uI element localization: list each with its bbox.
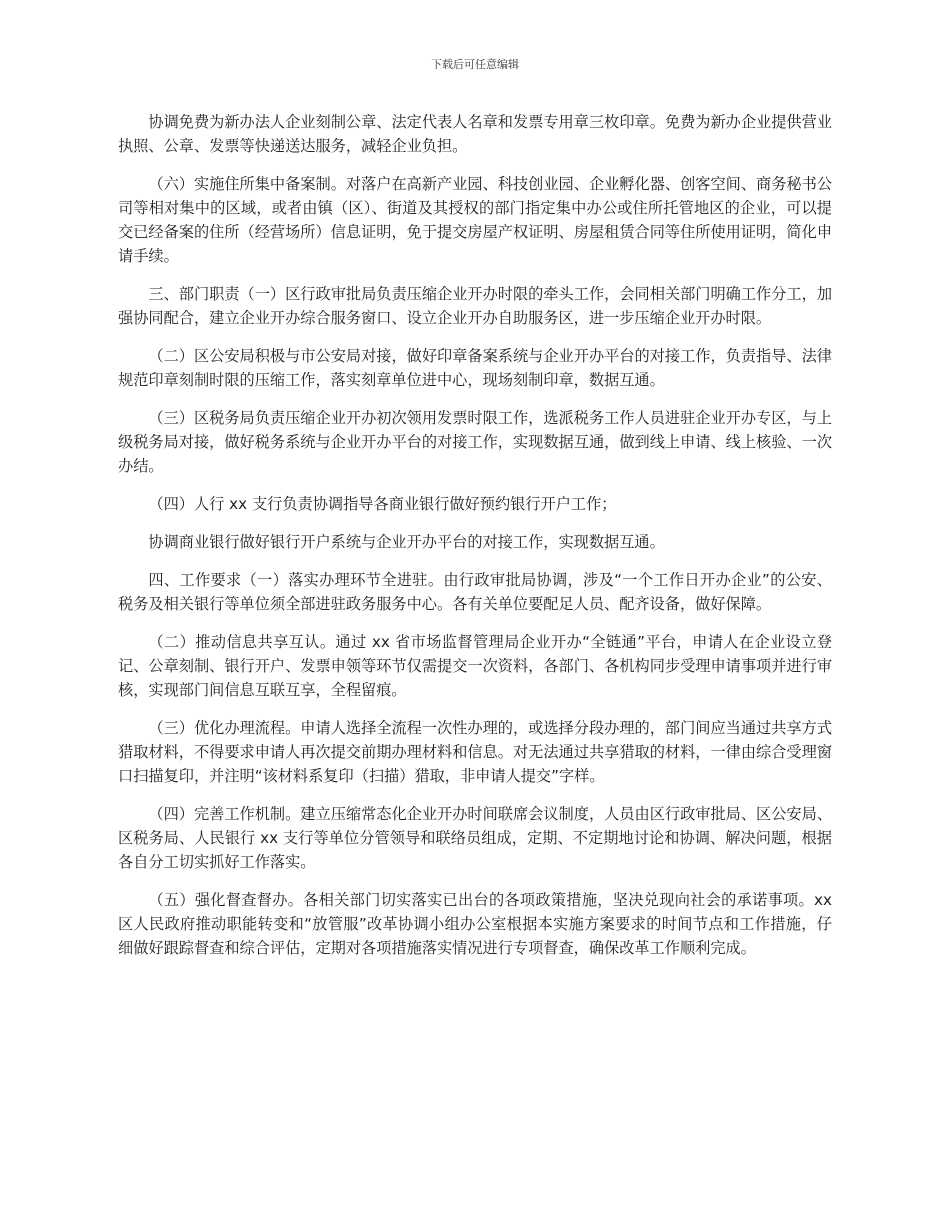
paragraph-3: 三、部门职责（一）区行政审批局负责压缩企业开办时限的牵头工作，会同相关部门明确工作分工，加强协同配合，建立企业开办综合服务窗口、设立企业开办自助服务区，进一步压缩企业开办时限。 xyxy=(118,285,832,327)
paragraph-8: 四、工作要求（一）落实办理环节全进驻。由行政审批局协调，涉及“一个工作日开办企业”的公安、税务及相关银行等单位须全部进驻政务服务中心。各有关单位要配足人员、配齐设备，做好保障。 xyxy=(118,571,832,613)
paragraph-7: 协调商业银行做好银行开户系统与企业开办平台的对接工作，实现数据互通。 xyxy=(148,533,665,551)
paragraph-2: （六）实施住所集中备案制。对落户在高新产业园、科技创业园、企业孵化器、创客空间、商务秘书公司等相对集中的区域，或者由镇（区）、街道及其授权的部门指定集中办公或住所托管地区的企业，可以提交已经备案的住所（经营场所）信息证明，免于提交房屋产权证明、房屋租赁合同等住所使用证明，简化申请手续。 xyxy=(118,175,832,265)
paragraph-9: （二）推动信息共享互认。通过 xx 省市场监督管理局企业开办“全链通”平台，申请人在企业设立登记、公章刻制、银行开户、发票申领等环节仅需提交一次资料，各部门、各机构同步受理申请事项并进行审核，实现部门间信息互联互享，全程留痕。 xyxy=(118,633,832,699)
document-body xyxy=(118,110,832,974)
paragraph-1: 协调免费为新办法人企业刻制公章、法定代表人名章和发票专用章三枚印章。免费为新办企业提供营业执照、公章、发票等快递送达服务，减轻企业负担。 xyxy=(118,113,832,155)
paragraph-6: （四）人行 xx 支行负责协调指导各商业银行做好预约银行开户工作； xyxy=(148,495,617,513)
paragraph-10: （三）优化办理流程。申请人选择全流程一次性办理的，或选择分段办理的，部门间应当通过共享方式猎取材料，不得要求申请人再次提交前期办理材料和信息。对无法通过共享猎取的材料，一律由综合受理窗口扫描复印，并注明“该材料系复印（扫描）猎取，非申请人提交”字样。 xyxy=(118,719,832,785)
page-header: 下载后可任意编辑 xyxy=(431,58,519,71)
paragraph-4: （二）区公安局积极与市公安局对接，做好印章备案系统与企业开办平台的对接工作，负责指导、法律规范印章刻制时限的压缩工作，落实刻章单位进中心，现场刻制印章，数据互通。 xyxy=(118,347,832,389)
paragraph-5: （三）区税务局负责压缩企业开办初次领用发票时限工作，选派税务工作人员进驻企业开办专区，与上级税务局对接，做好税务系统与企业开办平台的对接工作，实现数据互通，做到线上申请、线上核验、一次办结。 xyxy=(118,409,832,475)
paragraph-11: （四）完善工作机制。建立压缩常态化企业开办时间联席会议制度，人员由区行政审批局、区公安局、区税务局、人民银行 xx 支行等单位分管领导和联络员组成，定期、不定期地讨论和协调、解决问题，根据各自分工切实抓好工作落实。 xyxy=(118,805,832,871)
paragraph-12: （五）强化督查督办。各相关部门切实落实已出台的各项政策措施，坚决兑现向社会的承诺事项。xx 区人民政府推动职能转变和“放管服”改革协调小组办公室根据本实施方案要求的时间节点和工作措施，仔细做好跟踪督查和综合评估，定期对各项措施落实情况进行专项督查，确保改革工作顺利完成。 xyxy=(118,891,832,957)
